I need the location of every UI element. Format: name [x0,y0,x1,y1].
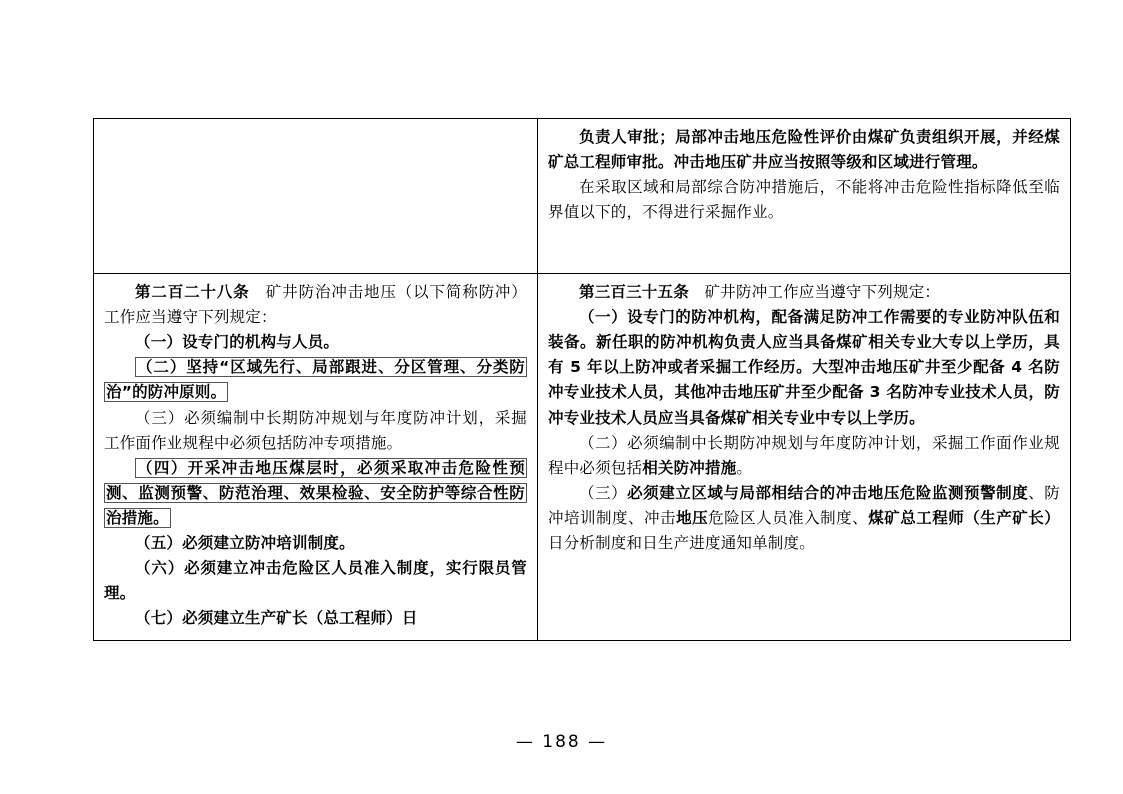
paragraph: （三）必须编制中长期防冲规划与年度防冲计划，采掘工作面作业规程中必须包括防冲专项措施。 [104,408,527,452]
paragraph: （二）必须编制中长期防冲规划与年度防冲计划，采掘工作面作业规程中必须包括相关防冲措施。 [548,433,1060,477]
paragraph-highlighted [104,355,527,405]
paragraph: 负责人审批；局部冲击地压危险性评价由煤矿负责组织开展，并经煤矿总工程师审批。冲击地压矿井应当按照等级和区域进行管理。 [548,128,1060,172]
boxed-text: （四）开采冲击地压煤层时，必须采取冲击危险性预测、监测预警、防范治理、效果检验、安全防护等综合性防治措施。 [106,458,525,527]
table-row [94,274,1071,641]
table-cell-right-body [538,274,1071,641]
paragraph-highlighted [104,456,527,531]
table-cell-right-top [538,119,1071,274]
table-cell-left-body [94,274,538,641]
paragraph-article-335 [548,280,1060,305]
article-text: 矿井防治冲击地压（以下简称防冲）工作应当遵守下列规定： [104,283,527,327]
article-number: 第二百二十八条 [135,283,250,301]
paragraph: （三）必须建立区域与局部相结合的冲击地压危险监测预警制度、防冲培训制度、冲击地压危险区人员准入制度、煤矿总工程师（生产矿长）日分析制度和日生产进度通知单制度。 [548,483,1060,553]
table-cell-left-empty [94,119,538,274]
paragraph: （一）设专门的防冲机构，配备满足防冲工作需要的专业防冲队伍和装备。新任职的防冲机构负责人应当具备煤矿相关专业大专以上学历，具有 5 年以上防冲或者采掘工作经历。大型冲击地压矿井至少配备 4 名防冲专业技术人员，其他冲击地压矿井至少配备 3 名防冲专业技术人员，防冲专业技术人员应当具备煤矿相关专业中专以上学历。 [548,308,1060,427]
paragraph: （五）必须建立防冲培训制度。 [135,534,355,553]
boxed-text: （二）坚持“区域先行、局部跟进、分区管理、分类防治”的防冲原则。 [106,358,525,402]
page-number: — 188 — [515,732,608,752]
paragraph-article-228 [104,280,527,330]
paragraph: （六）必须建立冲击危险区人员准入制度，实行限员管理。 [104,559,527,603]
paragraph: 在采取区域和局部综合防冲措施后，不能将冲击危险性指标降低至临界值以下的，不得进行采掘作业。 [548,178,1060,222]
table-row [94,119,1071,274]
paragraph: （一）设专门的机构与人员。 [135,333,340,352]
article-number: 第三百三十五条 [579,283,689,301]
paragraph: （七）必须建立生产矿长（总工程师）日 [135,609,418,628]
article-text: 矿井防冲工作应当遵守下列规定： [688,283,941,301]
comparison-table [93,118,1071,641]
